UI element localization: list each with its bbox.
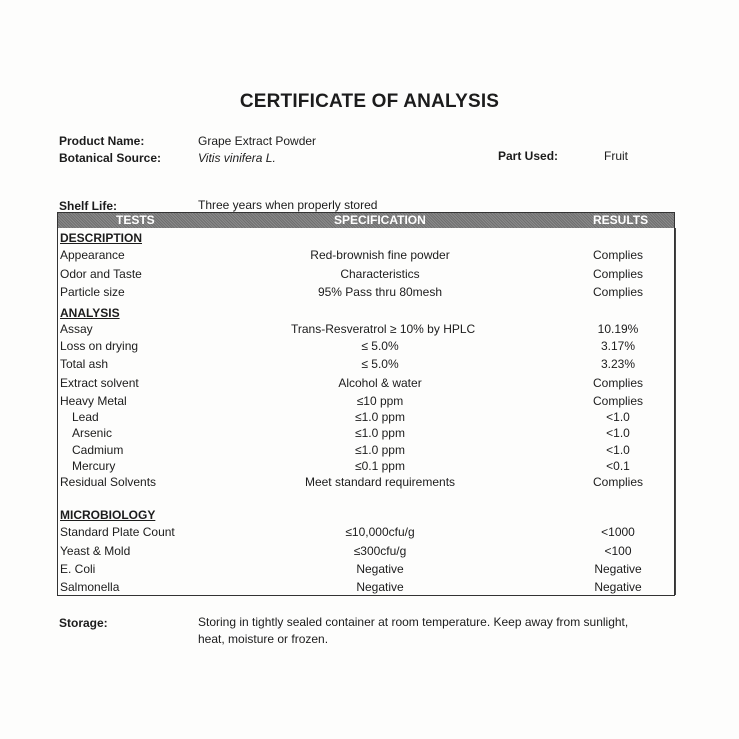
test-spec: 95% Pass thru 80mesh	[317, 285, 443, 299]
table-row	[58, 524, 674, 541]
table-row	[58, 321, 674, 338]
test-name: Heavy Metal	[60, 394, 127, 408]
table-row	[58, 474, 674, 491]
test-name: Total ash	[60, 357, 109, 371]
test-name: E. Coli	[60, 562, 96, 576]
shelf-life-label: Shelf Life:	[59, 199, 118, 213]
test-name: Yeast & Mold	[60, 544, 131, 558]
test-name: Assay	[60, 322, 93, 336]
table-row	[58, 442, 674, 459]
test-name: Appearance	[60, 248, 125, 262]
test-spec: Meet standard requirements	[304, 475, 456, 489]
product-name-label: Product Name:	[59, 134, 145, 148]
test-name: Arsenic	[72, 426, 113, 440]
storage-label: Storage:	[59, 616, 108, 630]
table-row	[58, 266, 674, 283]
table-row	[58, 425, 674, 442]
test-result: 10.19%	[597, 322, 639, 336]
test-name: Residual Solvents	[60, 475, 157, 489]
test-spec: ≤ 5.0%	[361, 339, 399, 353]
section-microbiology: MICROBIOLOGY	[60, 508, 156, 522]
test-name: Standard Plate Count	[60, 525, 175, 539]
test-result: 3.17%	[600, 339, 636, 353]
table-row	[58, 356, 674, 373]
shelf-life-value: Three years when properly stored	[198, 198, 378, 212]
section-analysis: ANALYSIS	[60, 306, 120, 320]
botanical-source-value: Vitis vinifera L.	[198, 151, 276, 165]
botanical-source-label: Botanical Source:	[59, 151, 162, 165]
test-spec: Negative	[356, 562, 404, 576]
test-result: <1000	[601, 525, 635, 539]
test-name: Odor and Taste	[60, 267, 142, 281]
test-spec: ≤1.0 ppm	[355, 443, 405, 457]
table-header	[58, 213, 674, 228]
test-result: Complies	[592, 475, 643, 489]
test-result: Negative	[594, 580, 642, 594]
table-row	[58, 543, 674, 560]
table-row	[58, 284, 674, 301]
header-results: RESULTS	[593, 213, 649, 227]
section-description: DESCRIPTION	[60, 231, 143, 245]
storage-value: Storing in tightly sealed container at room temperature. Keep away from sunlight, heat, moisture or frozen.	[198, 615, 629, 646]
test-name: Loss on drying	[60, 339, 139, 353]
test-spec: ≤1.0 ppm	[355, 426, 405, 440]
test-spec: Trans-Resveratrol ≥ 10% by HPLC	[291, 322, 476, 336]
part-used-value: Fruit	[604, 149, 628, 163]
test-result: 3.23%	[600, 357, 636, 371]
test-spec: ≤300cfu/g	[353, 544, 407, 558]
part-used-label: Part Used:	[498, 149, 559, 163]
test-result: Complies	[592, 248, 643, 262]
test-result: <0.1	[606, 459, 630, 473]
test-name: Extract solvent	[60, 376, 139, 390]
header-tests: TESTS	[116, 213, 155, 227]
test-name: Salmonella	[60, 580, 120, 594]
test-result: <1.0	[606, 410, 630, 424]
test-spec: ≤0.1 ppm	[355, 459, 405, 473]
test-name: Particle size	[60, 285, 125, 299]
test-result: Complies	[592, 376, 643, 390]
test-spec: ≤10 ppm	[356, 394, 404, 408]
test-result: Complies	[592, 267, 643, 281]
document-title: CERTIFICATE OF ANALYSIS	[239, 91, 500, 112]
test-spec: ≤ 5.0%	[361, 357, 399, 371]
test-spec: Negative	[356, 580, 404, 594]
test-name: Cadmium	[72, 443, 124, 457]
test-spec: Red-brownish fine powder	[310, 248, 450, 262]
test-result: <1.0	[606, 443, 630, 457]
section-row	[58, 305, 674, 322]
table-row	[58, 409, 674, 426]
product-name-value: Grape Extract Powder	[198, 134, 317, 148]
test-name: Lead	[72, 410, 99, 424]
table-row	[58, 393, 674, 410]
test-spec: ≤1.0 ppm	[355, 410, 405, 424]
test-result: <1.0	[606, 426, 630, 440]
analysis-table	[57, 212, 675, 596]
table-row	[58, 247, 674, 264]
test-spec: Alcohol & water	[338, 376, 422, 390]
test-spec: Characteristics	[340, 267, 420, 281]
test-spec: ≤10,000cfu/g	[345, 525, 415, 539]
table-row	[58, 375, 674, 392]
section-row	[58, 507, 674, 524]
test-result: <100	[604, 544, 632, 558]
test-name: Mercury	[72, 459, 116, 473]
test-result: Complies	[592, 285, 643, 299]
test-result: Negative	[594, 562, 642, 576]
test-result: Complies	[592, 394, 643, 408]
header-specification: SPECIFICATION	[334, 213, 426, 227]
table-row	[58, 579, 674, 596]
table-row	[58, 458, 674, 475]
table-row	[58, 338, 674, 355]
section-row	[58, 230, 674, 247]
table-row	[58, 561, 674, 578]
